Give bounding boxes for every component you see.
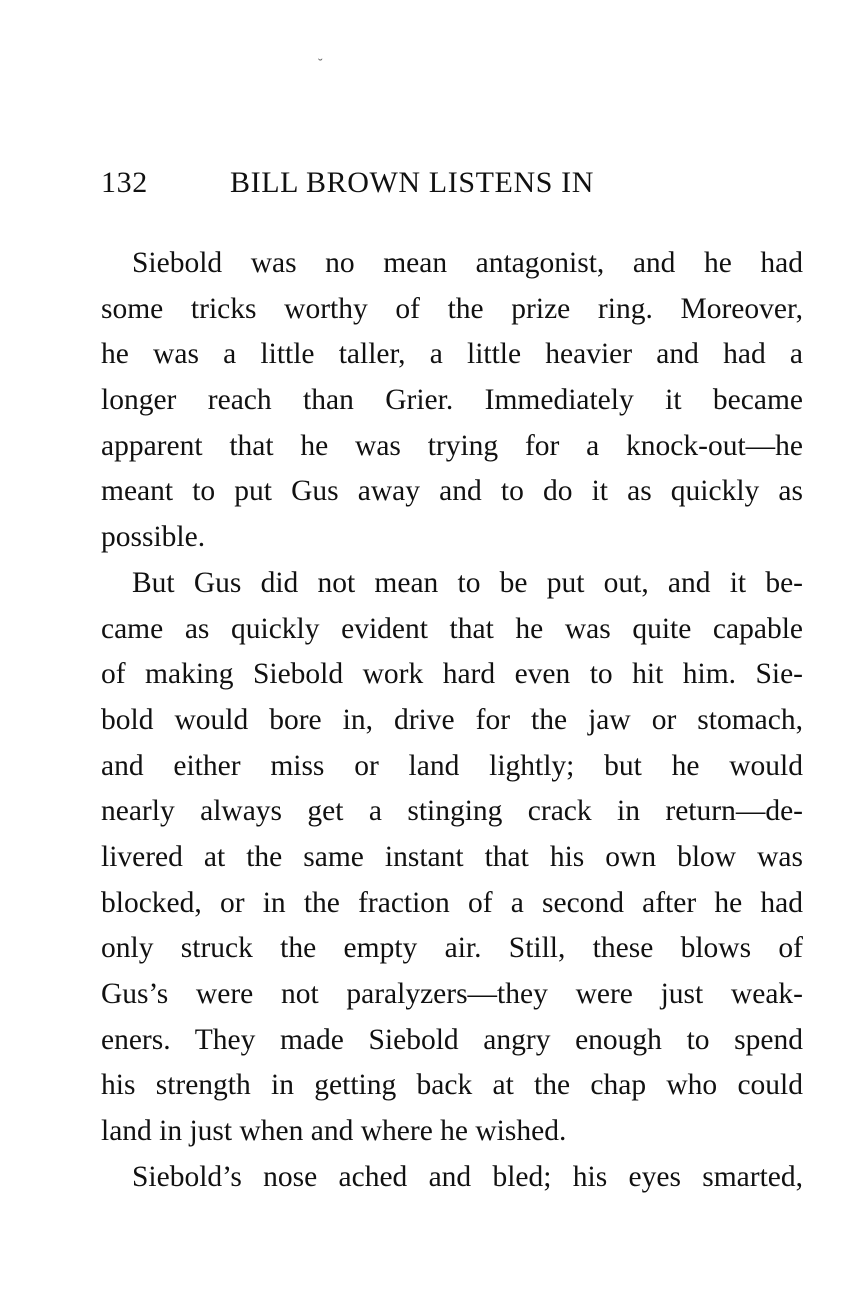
text-line: blocked, or in the fraction of a second after he had	[101, 886, 803, 919]
text-line: came as quickly evident that he was quite capable	[101, 612, 803, 645]
text-line: longer reach than Grier. Immediately it became	[101, 384, 803, 417]
text-line: and either miss or land lightly; but he would	[101, 749, 803, 782]
text-line: possible.	[101, 521, 206, 554]
text-line: livered at the same instant that his own blow was	[101, 840, 803, 873]
page-number: 132	[101, 166, 148, 199]
running-head	[101, 166, 801, 206]
text-line: apparent that he was trying for a knock-out—he	[101, 429, 803, 462]
text-line: he was a little taller, a little heavier and had a	[101, 338, 803, 371]
text-line: nearly always get a stinging crack in return—de-	[101, 795, 803, 828]
text-line: eners. They made Siebold angry enough to spend	[101, 1023, 803, 1056]
text-line: only struck the empty air. Still, these blows of	[101, 932, 803, 965]
book-title: BILL BROWN LISTENS IN	[230, 166, 594, 199]
text-line: land in just when and where he wished.	[101, 1115, 567, 1148]
text-line: But Gus did not mean to be put out, and it be-	[132, 566, 803, 599]
text-line: bold would bore in, drive for the jaw or stomach,	[101, 703, 803, 736]
text-line: Siebold’s nose ached and bled; his eyes smarted,	[132, 1160, 803, 1193]
text-line: some tricks worthy of the prize ring. Moreover,	[101, 292, 803, 325]
text-line: of making Siebold work hard even to hit him. Sie-	[101, 658, 803, 691]
text-line: meant to put Gus away and to do it as quickly as	[101, 475, 803, 508]
text-line: Gus’s were not paralyzers—they were just weak-	[101, 978, 803, 1010]
body-text	[101, 241, 803, 1200]
print-speck: ˘	[318, 57, 323, 72]
text-line: Siebold was no mean antagonist, and he had	[132, 247, 803, 279]
text-line: his strength in getting back at the chap who could	[101, 1069, 803, 1102]
